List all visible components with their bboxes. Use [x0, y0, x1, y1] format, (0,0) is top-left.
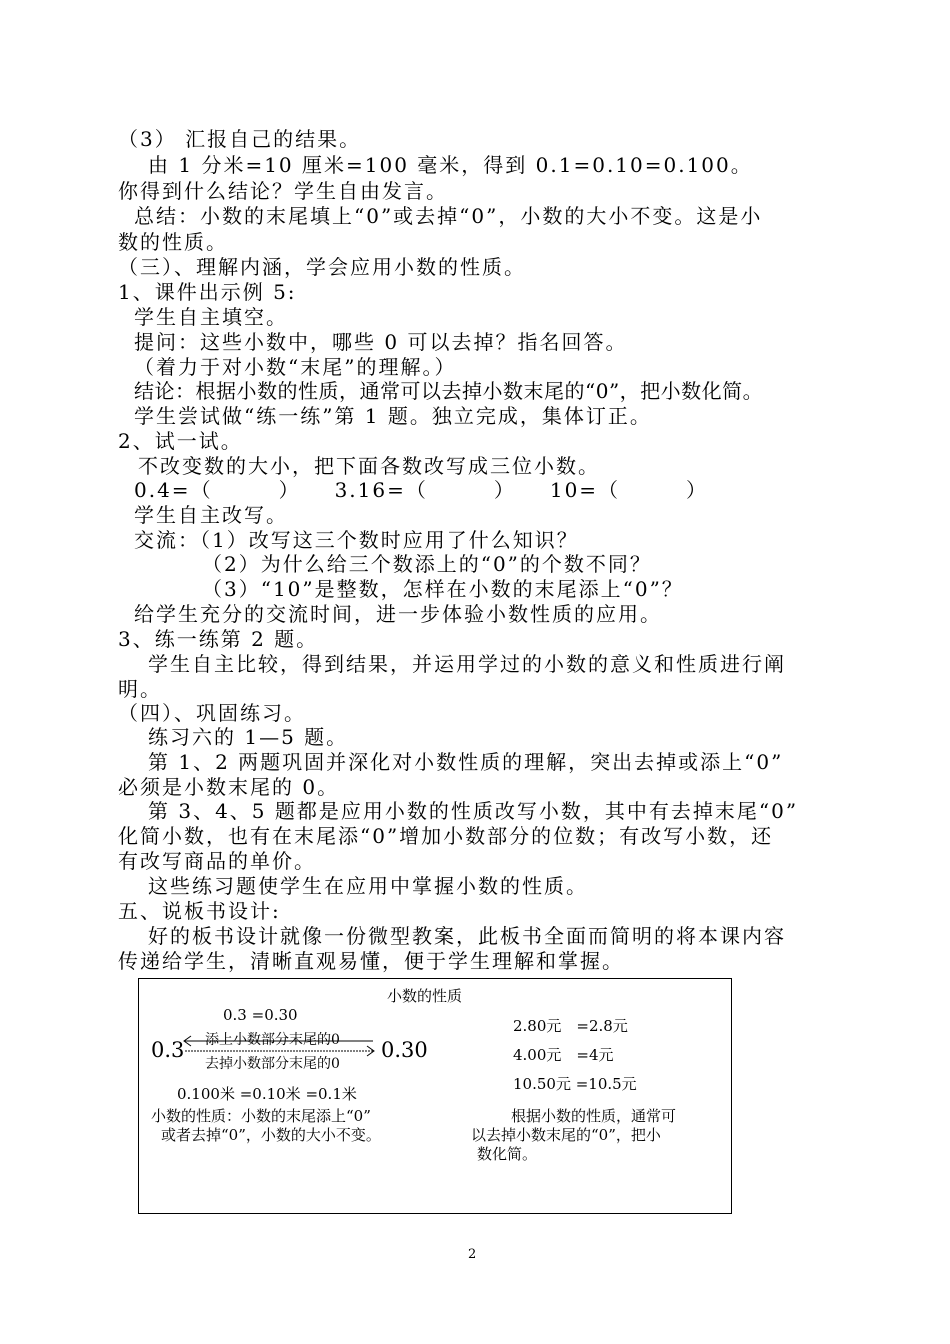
text-line: （3） 汇报自己的结果。 — [118, 127, 362, 151]
text-line: 提问：这些小数中，哪些 0 可以去掉？指名回答。 — [134, 330, 628, 354]
text-line: 必须是小数末尾的 0。 — [118, 775, 340, 799]
board-price-line: 10.50元 =10.5元 — [513, 1075, 637, 1093]
board-property-line: 或者去掉“0”，小数的大小不变。 — [161, 1126, 381, 1144]
text-line: （3）“10”是整数，怎样在小数的末尾添上“0”？ — [202, 577, 684, 601]
board-equation-bottom: 0.100米 =0.10米 =0.1米 — [177, 1085, 357, 1103]
text-line: 数的性质。 — [118, 230, 228, 254]
board-price-line: 2.80元 =2.8元 — [513, 1017, 628, 1035]
text-line: 第 1、2 两题巩固并深化对小数性质的理解，突出去掉或添上“0” — [148, 750, 784, 774]
board-left-number: 0.3 — [151, 1038, 185, 1062]
page-number: 2 — [468, 1247, 477, 1262]
board-title: 小数的性质 — [387, 987, 463, 1005]
text-line: 化简小数，也有在末尾添“0”增加小数部分的位数；有改写小数，还 — [118, 824, 774, 848]
board-note-line: 根据小数的性质，通常可 — [511, 1107, 677, 1125]
text-line: 总结：小数的末尾填上“0”或去掉“0”，小数的大小不变。这是小 — [134, 204, 763, 228]
board-equation-top: 0.3 =0.30 — [223, 1006, 298, 1024]
board-arrow-bottom-label: 去掉小数部分末尾的0 — [205, 1056, 340, 1072]
board-property-line: 小数的性质：小数的末尾添上“0” — [151, 1107, 371, 1125]
section-heading: 五、说板书设计: — [118, 899, 281, 923]
text-line: 明。 — [118, 677, 162, 701]
text-line: 由 1 分米=10 厘米=100 毫米，得到 0.1=0.10=0.100。 — [148, 153, 753, 177]
text-line: （着力于对小数“末尾”的理解。） — [134, 355, 457, 379]
text-line: （2）为什么给三个数添上的“0”的个数不同？ — [202, 552, 652, 576]
text-line: 结论：根据小数的性质，通常可以去掉小数末尾的“0”，把小数化简。 — [134, 379, 764, 403]
text-line: 3、练一练第 2 题。 — [118, 627, 319, 651]
text-line: 你得到什么结论？学生自由发言。 — [118, 179, 448, 203]
text-line: 交流：（1）改写这三个数时应用了什么知识？ — [134, 528, 579, 552]
text-line: 学生尝试做“练一练”第 1 题。独立完成，集体订正。 — [134, 404, 652, 428]
section-heading: （四）、巩固练习。 — [118, 701, 306, 725]
text-line: 0.4=（ ） 3.16=（ ） 10=（ ） — [134, 478, 709, 502]
text-line: 练习六的 1—5 题。 — [148, 725, 349, 749]
board-right-number: 0.30 — [381, 1038, 428, 1062]
text-line: 这些练习题使学生在应用中掌握小数的性质。 — [148, 874, 588, 898]
text-line: 学生自主填空。 — [134, 305, 288, 329]
board-price-line: 4.00元 =4元 — [513, 1046, 614, 1064]
board-note-line: 数化简。 — [477, 1145, 538, 1163]
section-heading: （三）、理解内涵，学会应用小数的性质。 — [118, 255, 526, 279]
text-line: 1、课件出示例 5: — [118, 280, 297, 304]
text-line: 学生自主比较，得到结果，并运用学过的小数的意义和性质进行阐 — [148, 652, 786, 676]
text-line: 传递给学生，清晰直观易懂，便于学生理解和掌握。 — [118, 949, 624, 973]
board-note-line: 以去掉小数末尾的“0”，把小 — [471, 1126, 661, 1144]
board-arrow-top-label: 添上小数部分末尾的0 — [205, 1032, 340, 1048]
text-line: 给学生充分的交流时间，进一步体验小数性质的应用。 — [134, 602, 662, 626]
text-line: 不改变数的大小，把下面各数改写成三位小数。 — [138, 454, 600, 478]
blackboard-design-box — [138, 978, 732, 1214]
text-line: 有改写商品的单价。 — [118, 849, 316, 873]
text-line: 第 3、4、5 题都是应用小数的性质改写小数，其中有去掉末尾“0” — [148, 799, 799, 823]
text-line: 2、试一试。 — [118, 429, 243, 453]
text-line: 学生自主改写。 — [134, 503, 288, 527]
text-line: 好的板书设计就像一份微型教案，此板书全面而简明的将本课内容 — [148, 924, 786, 948]
